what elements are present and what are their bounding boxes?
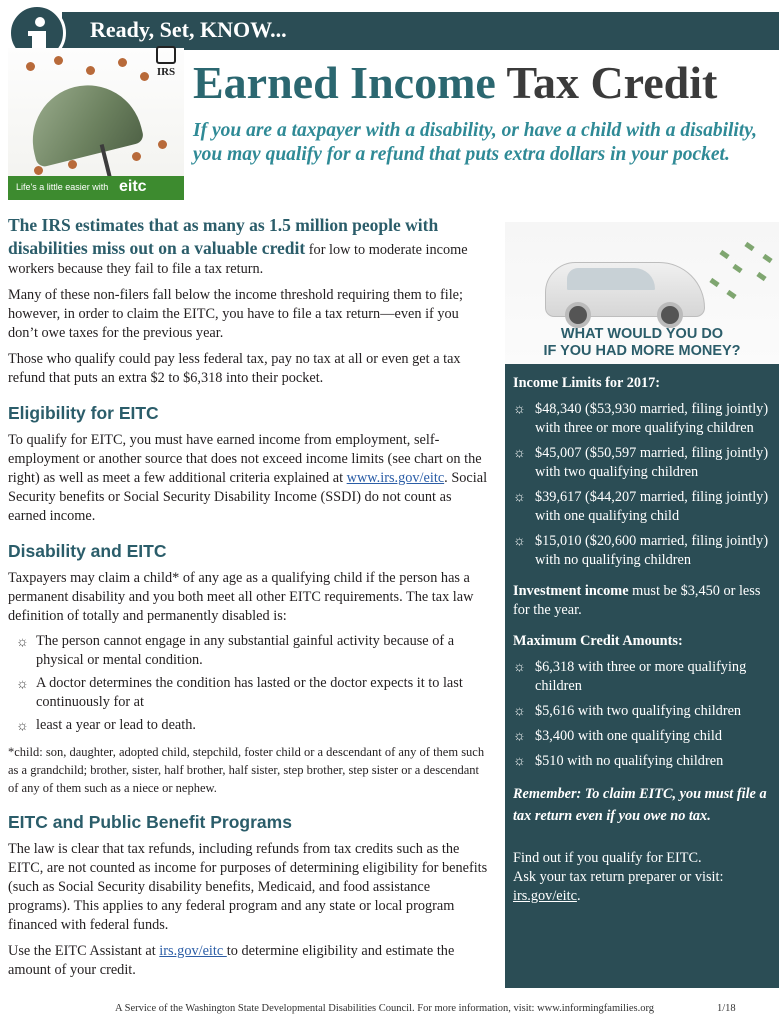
list-item: ☼ $48,340 ($53,930 married, filing jointly) with three or more qualifying children: [513, 401, 769, 436]
max-credit-heading: Maximum Credit Amounts:: [513, 633, 683, 649]
ask-preparer-text: Ask your tax return preparer or visit:: [513, 869, 724, 885]
list-item: ☼ $39,617 ($44,207 married, filing jointly) with one qualifying child: [513, 489, 769, 524]
list-item: ☼ $510 with no qualifying children: [513, 753, 724, 769]
assistant-text-b: to determine eligibility and estimate the amount of your credit.: [8, 943, 455, 978]
sidebar-irs-link[interactable]: irs.gov/eitc: [513, 888, 577, 904]
page-subtitle: If you are a taxpayer with a disability, or have a child with a disability, you may qualify for a refund that puts extra dollars in your pocket.: [193, 120, 758, 165]
sun-bullet-icon: ☼: [513, 490, 526, 505]
car-money-image: [505, 222, 779, 364]
list-item: ☼ The person cannot engage in any substantial gainful activity because of a physical or mental condition.: [16, 633, 455, 668]
irs-logo-icon: [152, 46, 180, 80]
intro-paragraph: [8, 214, 492, 279]
sun-bullet-icon: ☼: [16, 719, 29, 734]
list-item: ☼ least a year or lead to death.: [16, 717, 196, 734]
sidebar-content: [513, 374, 775, 906]
title-part-1: Earned Income: [193, 57, 496, 108]
list-item: ☼ $45,007 ($50,597 married, filing jointly) with two qualifying children: [513, 445, 769, 480]
max-credit-list: [513, 658, 775, 771]
sun-bullet-icon: ☼: [513, 534, 526, 549]
assistant-paragraph: [8, 942, 492, 980]
eitc-assistant-link[interactable]: irs.gov/eitc: [159, 943, 227, 959]
sun-bullet-icon: ☼: [513, 729, 526, 744]
investment-income-note: Investment income must be $3,450 or less for the year.: [513, 583, 761, 618]
list-item: ☼ $5,616 with two qualifying children: [513, 703, 742, 719]
eligibility-text-a: To qualify for EITC, you must have earned income from employment, self-employment or another source that does not exceed income limits (see chart on the right) as well as meet a few additional criteria explained at: [8, 432, 482, 486]
header-bar: [62, 12, 779, 50]
disability-heading: Disability and EITC: [8, 541, 167, 561]
header-title: Ready, Set, KNOW...: [90, 17, 287, 42]
intro-lead: The IRS estimates that as many as 1.5 million people with disabilities miss out on a valuable credit: [8, 215, 439, 258]
irs-logo-text: IRS: [156, 66, 176, 78]
find-out-text: Find out if you qualify for EITC.: [513, 850, 702, 866]
remember-note: Remember: To claim EITC, you must file a tax return even if you owe no tax.: [513, 786, 767, 824]
intro-lead-rest: for low to moderate income workers because they fail to file a tax return.: [8, 242, 468, 277]
footer-text: A Service of the Washington State Developmental Disabilities Council. For more information, visit: www.informingfamilies.org: [115, 1003, 655, 1014]
sun-bullet-icon: ☼: [16, 677, 29, 692]
sun-bullet-icon: ☼: [16, 635, 29, 650]
benefits-heading: EITC and Public Benefit Programs: [8, 812, 292, 832]
eitc-banner: [8, 176, 184, 200]
eitc-logo: eitc: [119, 178, 147, 195]
eligibility-heading: Eligibility for EITC: [8, 403, 159, 423]
intro-paragraph-2: Many of these non-filers fall below the income threshold requiring them to file; however, in order to claim the EITC, you have to file a tax return—even if you don’t owe taxes for the previous year.: [8, 287, 463, 341]
sidebar-link-line: irs.gov/eitc.: [513, 888, 581, 904]
list-item: ☼ A doctor determines the condition has lasted or the doctor expects it to last continuously for at: [16, 675, 463, 710]
benefits-paragraph: The law is clear that tax refunds, including refunds from tax credits such as the EITC, are not counted as income for purposes of determining eligibility for benefits (such as Social Security disability benefits, Medicaid, and food assistance programs). This applies to any federal program and any state or local program financed with federal funds.: [8, 841, 488, 933]
income-limits-heading: Income Limits for 2017:: [513, 375, 661, 391]
sun-bullet-icon: ☼: [513, 754, 526, 769]
more-money-question: WHAT WOULD YOU DO IF YOU HAD MORE MONEY?: [543, 326, 741, 359]
sidebar-panel: [505, 222, 779, 988]
intro-paragraph-3: Those who qualify could pay less federal tax, pay no tax at all or even get a tax refund that puts an extra $2 to $6,318 into their pocket.: [8, 351, 461, 386]
sun-bullet-icon: ☼: [513, 446, 526, 461]
list-item: ☼ $3,400 with one qualifying child: [513, 728, 723, 744]
page-number: 1/18: [717, 1003, 736, 1014]
child-definition-footnote: *child: son, daughter, adopted child, stepchild, foster child or a descendant of any of them such as a grandchild; brother, sister, half brother, half sister, step brother, step sister or a descendant of any of them such as a niece or nephew.: [8, 745, 485, 795]
sun-bullet-icon: ☼: [513, 402, 526, 417]
list-item: ☼ $15,010 ($20,600 married, filing jointly) with no qualifying children: [513, 533, 769, 568]
list-item: ☼ $6,318 with three or more qualifying children: [513, 659, 747, 694]
sun-bullet-icon: ☼: [513, 704, 526, 719]
main-column: [8, 214, 492, 980]
sun-bullet-icon: ☼: [513, 660, 526, 675]
money-umbrella-graphic: [21, 74, 145, 169]
eligibility-paragraph: [8, 431, 492, 526]
income-limits-list: [513, 400, 775, 570]
eitc-banner-caption: Life's a little easier with: [16, 182, 109, 192]
page-title: [193, 56, 717, 109]
disability-criteria-list: [8, 632, 492, 735]
eligibility-text-b: . Social Security benefits or Social Security Disability Income (SSDI) do not count as earned income.: [8, 470, 488, 524]
assistant-text-a: Use the EITC Assistant at: [8, 943, 160, 959]
disability-paragraph: Taxpayers may claim a child* of any age as a qualifying child if the person has a permanent disability and you both meet all other EITC requirements. The tax law definition of totally and permanently disabled is:: [8, 570, 474, 624]
title-part-2: Tax Credit: [506, 57, 718, 108]
eligibility-link[interactable]: www.irs.gov/eitc: [346, 470, 445, 486]
